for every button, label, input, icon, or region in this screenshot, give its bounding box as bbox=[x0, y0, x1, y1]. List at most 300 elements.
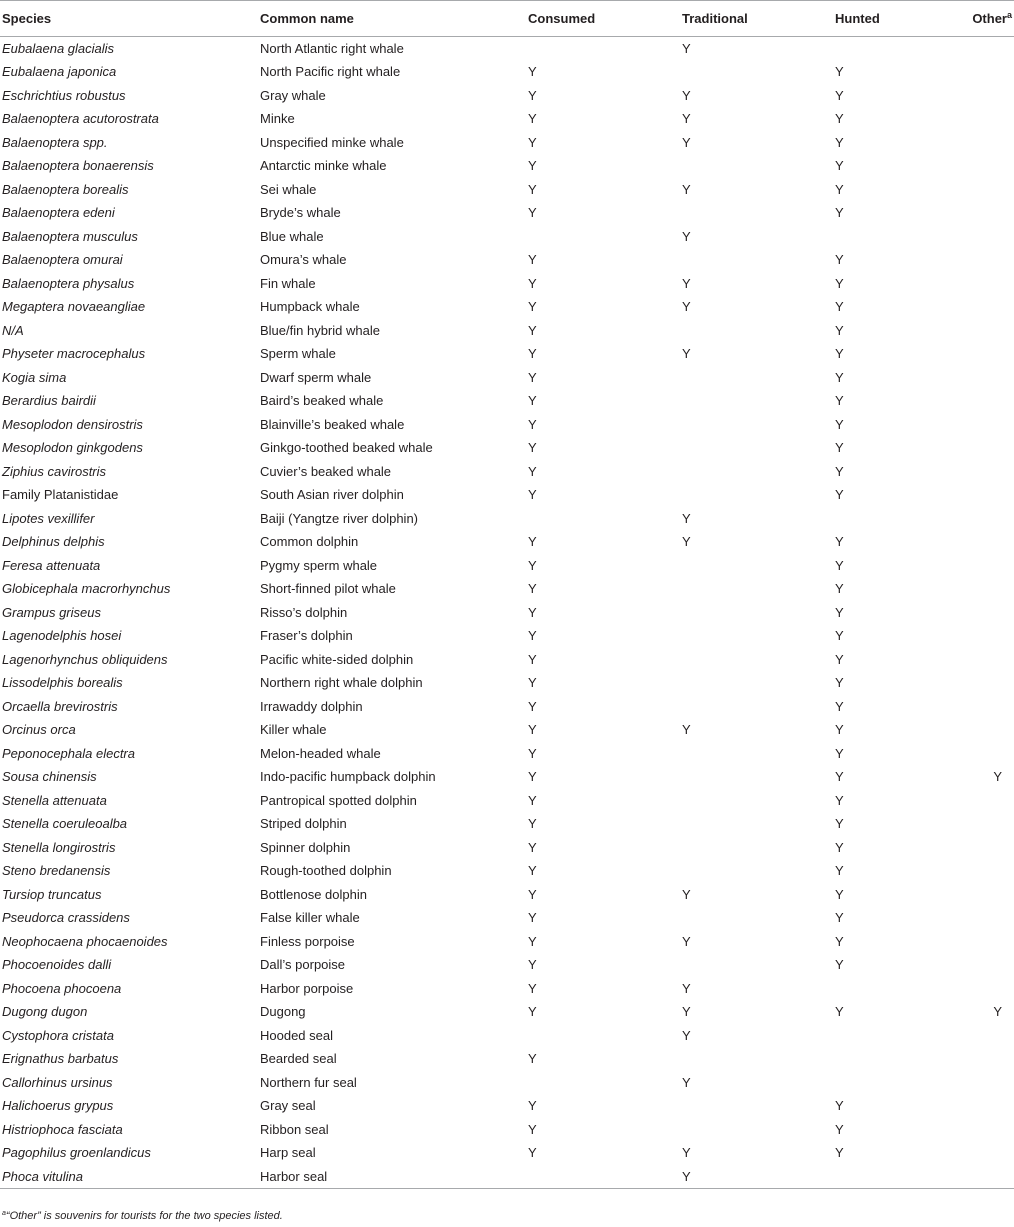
cell-traditional bbox=[682, 554, 835, 578]
cell-species: Feresa attenuata bbox=[2, 557, 101, 573]
cell-common-name: Irrawaddy dolphin bbox=[260, 698, 363, 714]
cell-consumed: Y bbox=[528, 1004, 537, 1020]
cell-common-name: Baiji (Yangtze river dolphin) bbox=[260, 510, 418, 526]
table-row bbox=[0, 154, 1014, 178]
cell-hunted: Y bbox=[835, 322, 844, 338]
cell-common-name: Dwarf sperm whale bbox=[260, 369, 372, 385]
cell-other bbox=[965, 460, 1014, 484]
cell-consumed: Y bbox=[528, 299, 537, 315]
cell-other: Y bbox=[993, 1004, 1002, 1020]
cell-species: Ziphius cavirostris bbox=[2, 463, 107, 479]
cell-species: Erignathus barbatus bbox=[2, 1051, 119, 1067]
table-row bbox=[0, 671, 1014, 695]
table-row bbox=[0, 624, 1014, 648]
cell-other bbox=[965, 883, 1014, 907]
cell-consumed: Y bbox=[528, 1051, 537, 1067]
cell-species: Orcinus orca bbox=[2, 722, 76, 738]
cell-consumed: Y bbox=[528, 393, 537, 409]
cell-common-name: Northern fur seal bbox=[260, 1074, 357, 1090]
cell-species: Sousa chinensis bbox=[2, 769, 97, 785]
cell-hunted: Y bbox=[835, 933, 844, 949]
cell-traditional: Y bbox=[682, 1027, 691, 1043]
cell-other bbox=[965, 178, 1014, 202]
cell-consumed: Y bbox=[528, 581, 537, 597]
cell-traditional bbox=[682, 460, 835, 484]
table-row bbox=[0, 37, 1014, 61]
cell-common-name: Baird’s beaked whale bbox=[260, 393, 384, 409]
cell-hunted bbox=[835, 977, 965, 1001]
cell-common-name: Risso’s dolphin bbox=[260, 604, 348, 620]
cell-other bbox=[965, 742, 1014, 766]
cell-species: Phocoenoides dalli bbox=[2, 957, 112, 973]
cell-common-name: Dugong bbox=[260, 1004, 306, 1020]
table-row bbox=[0, 718, 1014, 742]
cell-traditional bbox=[682, 319, 835, 343]
cell-species: Peponocephala electra bbox=[2, 745, 135, 761]
cell-consumed: Y bbox=[528, 628, 537, 644]
cell-other: Y bbox=[993, 769, 1002, 785]
cell-traditional bbox=[682, 906, 835, 930]
cell-common-name: Blue whale bbox=[260, 228, 324, 244]
cell-other bbox=[965, 789, 1014, 813]
cell-traditional bbox=[682, 742, 835, 766]
cell-other bbox=[965, 577, 1014, 601]
cell-consumed: Y bbox=[528, 369, 537, 385]
cell-hunted bbox=[835, 225, 965, 249]
cell-hunted: Y bbox=[835, 628, 844, 644]
header-common-name: Common name bbox=[260, 1, 528, 37]
cell-traditional: Y bbox=[682, 228, 691, 244]
table-row bbox=[0, 131, 1014, 155]
header-species: Species bbox=[0, 1, 260, 37]
cell-other bbox=[965, 624, 1014, 648]
cell-traditional bbox=[682, 695, 835, 719]
cell-hunted: Y bbox=[835, 64, 844, 80]
cell-traditional: Y bbox=[682, 111, 691, 127]
cell-common-name: Bearded seal bbox=[260, 1051, 337, 1067]
cell-consumed: Y bbox=[528, 1098, 537, 1114]
cell-other bbox=[965, 859, 1014, 883]
cell-hunted bbox=[835, 1165, 965, 1189]
cell-other bbox=[965, 977, 1014, 1001]
cell-other bbox=[965, 1024, 1014, 1048]
cell-species: Delphinus delphis bbox=[2, 534, 105, 550]
cell-consumed: Y bbox=[528, 839, 537, 855]
cell-traditional bbox=[682, 1118, 835, 1142]
cell-other bbox=[965, 37, 1014, 61]
cell-species: Balaenoptera borealis bbox=[2, 181, 129, 197]
cell-common-name: Pantropical spotted dolphin bbox=[260, 792, 417, 808]
cell-hunted bbox=[835, 1047, 965, 1071]
cell-common-name: South Asian river dolphin bbox=[260, 487, 404, 503]
cell-traditional: Y bbox=[682, 1074, 691, 1090]
table-footnote bbox=[2, 1210, 283, 1222]
cell-hunted: Y bbox=[835, 487, 844, 503]
cell-traditional bbox=[682, 601, 835, 625]
table-row bbox=[0, 1094, 1014, 1118]
cell-consumed: Y bbox=[528, 722, 537, 738]
cell-traditional bbox=[682, 812, 835, 836]
cell-hunted: Y bbox=[835, 205, 844, 221]
table-row bbox=[0, 742, 1014, 766]
cell-common-name: Omura’s whale bbox=[260, 252, 347, 268]
cell-hunted: Y bbox=[835, 816, 844, 832]
cell-hunted: Y bbox=[835, 557, 844, 573]
cell-common-name: Fin whale bbox=[260, 275, 316, 291]
cell-species: Pseudorca crassidens bbox=[2, 910, 130, 926]
cell-other bbox=[965, 272, 1014, 296]
cell-consumed: Y bbox=[528, 322, 537, 338]
cell-species: Lissodelphis borealis bbox=[2, 675, 123, 691]
cell-hunted: Y bbox=[835, 393, 844, 409]
cell-common-name: Dall’s porpoise bbox=[260, 957, 346, 973]
cell-other bbox=[965, 154, 1014, 178]
cell-common-name: Northern right whale dolphin bbox=[260, 675, 423, 691]
header-consumed: Consumed bbox=[528, 1, 682, 37]
header-hunted: Hunted bbox=[835, 1, 965, 37]
cell-hunted: Y bbox=[835, 722, 844, 738]
cell-consumed: Y bbox=[528, 134, 537, 150]
cell-consumed bbox=[528, 225, 682, 249]
cell-hunted: Y bbox=[835, 252, 844, 268]
cell-consumed: Y bbox=[528, 745, 537, 761]
cell-other bbox=[965, 530, 1014, 554]
cell-common-name: Fraser’s dolphin bbox=[260, 628, 353, 644]
cell-species: Stenella longirostris bbox=[2, 839, 116, 855]
cell-traditional bbox=[682, 483, 835, 507]
cell-consumed: Y bbox=[528, 1121, 537, 1137]
cell-species: Balaenoptera physalus bbox=[2, 275, 135, 291]
cell-hunted: Y bbox=[835, 463, 844, 479]
cell-traditional: Y bbox=[682, 41, 691, 56]
cell-other bbox=[965, 225, 1014, 249]
cell-common-name: Hooded seal bbox=[260, 1027, 333, 1043]
cell-traditional: Y bbox=[682, 510, 691, 526]
cell-hunted bbox=[835, 1024, 965, 1048]
cell-other bbox=[965, 671, 1014, 695]
cell-traditional: Y bbox=[682, 346, 691, 362]
table-row bbox=[0, 812, 1014, 836]
cell-species: Mesoplodon ginkgodens bbox=[2, 440, 143, 456]
table-row bbox=[0, 319, 1014, 343]
cell-other bbox=[965, 201, 1014, 225]
table-row bbox=[0, 906, 1014, 930]
footnote-text: “Other” is souvenirs for tourists for the two species listed. bbox=[5, 1210, 283, 1222]
cell-hunted: Y bbox=[835, 299, 844, 315]
table-row bbox=[0, 342, 1014, 366]
header-other-label: Other bbox=[972, 11, 1007, 26]
cell-hunted: Y bbox=[835, 698, 844, 714]
cell-hunted: Y bbox=[835, 1145, 844, 1161]
cell-common-name: Gray seal bbox=[260, 1098, 316, 1114]
cell-other bbox=[965, 131, 1014, 155]
cell-species: Kogia sima bbox=[2, 369, 67, 385]
cell-hunted: Y bbox=[835, 651, 844, 667]
cell-common-name: Ginkgo-toothed beaked whale bbox=[260, 440, 433, 456]
cell-species: Balaenoptera bonaerensis bbox=[2, 158, 154, 174]
cell-traditional bbox=[682, 201, 835, 225]
cell-traditional bbox=[682, 836, 835, 860]
cell-consumed bbox=[528, 1071, 682, 1095]
table-row bbox=[0, 765, 1014, 789]
cell-consumed: Y bbox=[528, 440, 537, 456]
cell-traditional bbox=[682, 248, 835, 272]
cell-common-name: Killer whale bbox=[260, 722, 327, 738]
cell-species: Phoca vitulina bbox=[0, 1165, 260, 1189]
cell-consumed: Y bbox=[528, 816, 537, 832]
cell-consumed: Y bbox=[528, 957, 537, 973]
cell-species: Balaenoptera omurai bbox=[2, 252, 123, 268]
cell-other bbox=[965, 812, 1014, 836]
cell-common-name: North Pacific right whale bbox=[260, 64, 401, 80]
cell-hunted: Y bbox=[835, 369, 844, 385]
table-row bbox=[0, 60, 1014, 84]
cell-hunted: Y bbox=[835, 792, 844, 808]
cell-species: Physeter macrocephalus bbox=[2, 346, 146, 362]
cell-hunted: Y bbox=[835, 769, 844, 785]
cell-consumed: Y bbox=[528, 111, 537, 127]
cell-traditional bbox=[682, 413, 835, 437]
cell-hunted: Y bbox=[835, 134, 844, 150]
cell-consumed: Y bbox=[528, 158, 537, 174]
table-body bbox=[0, 37, 1014, 1189]
cell-species: Lagenorhynchus obliquidens bbox=[2, 651, 168, 667]
cell-consumed: Y bbox=[528, 863, 537, 879]
cell-species: Halichoerus grypus bbox=[2, 1098, 114, 1114]
table-row bbox=[0, 530, 1014, 554]
cell-common-name: Bryde’s whale bbox=[260, 205, 341, 221]
cell-common-name: North Atlantic right whale bbox=[260, 41, 404, 56]
cell-traditional bbox=[682, 436, 835, 460]
cell-hunted: Y bbox=[835, 886, 844, 902]
cell-common-name: Sperm whale bbox=[260, 346, 336, 362]
cell-species: Neophocaena phocaenoides bbox=[2, 933, 168, 949]
cell-traditional bbox=[682, 624, 835, 648]
cell-traditional: Y bbox=[682, 87, 691, 103]
cell-other bbox=[965, 906, 1014, 930]
cell-traditional: Y bbox=[682, 933, 691, 949]
cell-species: N/A bbox=[2, 322, 24, 338]
cell-other bbox=[965, 930, 1014, 954]
table-row bbox=[0, 836, 1014, 860]
cell-hunted: Y bbox=[835, 346, 844, 362]
cell-other bbox=[965, 1165, 1014, 1189]
cell-hunted: Y bbox=[835, 675, 844, 691]
cell-common-name: False killer whale bbox=[260, 910, 360, 926]
cell-common-name: Pygmy sperm whale bbox=[260, 557, 378, 573]
cell-traditional bbox=[682, 953, 835, 977]
cell-consumed: Y bbox=[528, 252, 537, 268]
cell-common-name: Cuvier’s beaked whale bbox=[260, 463, 392, 479]
cell-hunted: Y bbox=[835, 534, 844, 550]
table-row bbox=[0, 577, 1014, 601]
cell-other bbox=[965, 718, 1014, 742]
cell-other bbox=[965, 695, 1014, 719]
cell-common-name: Minke bbox=[260, 111, 295, 127]
cell-other bbox=[965, 389, 1014, 413]
cell-other bbox=[965, 554, 1014, 578]
table-row bbox=[0, 413, 1014, 437]
cell-traditional: Y bbox=[682, 980, 691, 996]
cell-other bbox=[965, 1071, 1014, 1095]
cell-consumed: Y bbox=[528, 463, 537, 479]
table-row bbox=[0, 483, 1014, 507]
cell-traditional bbox=[682, 789, 835, 813]
cell-traditional: Y bbox=[682, 722, 691, 738]
cell-common-name: Harbor porpoise bbox=[260, 980, 354, 996]
cell-consumed: Y bbox=[528, 64, 537, 80]
cell-species: Eschrichtius robustus bbox=[2, 87, 126, 103]
cell-hunted bbox=[835, 37, 965, 61]
footnote-marker: a bbox=[2, 1210, 6, 1217]
cell-hunted bbox=[835, 507, 965, 531]
cell-species: Cystophora cristata bbox=[2, 1027, 114, 1043]
table-row bbox=[0, 460, 1014, 484]
cell-common-name: Short-finned pilot whale bbox=[260, 581, 396, 597]
cell-common-name: Rough-toothed dolphin bbox=[260, 863, 392, 879]
cell-traditional: Y bbox=[682, 1165, 835, 1189]
table-row bbox=[0, 507, 1014, 531]
cell-common-name: Humpback whale bbox=[260, 299, 360, 315]
cell-other bbox=[965, 953, 1014, 977]
cell-other bbox=[965, 1118, 1014, 1142]
cell-hunted: Y bbox=[835, 1121, 844, 1137]
cell-species: Mesoplodon densirostris bbox=[2, 416, 143, 432]
cell-species: Stenella coeruleoalba bbox=[2, 816, 128, 832]
cell-consumed bbox=[528, 1024, 682, 1048]
cell-consumed bbox=[528, 37, 682, 61]
table-header bbox=[0, 1, 1014, 37]
table-row bbox=[0, 178, 1014, 202]
table-row bbox=[0, 1000, 1014, 1024]
table-row bbox=[0, 436, 1014, 460]
cell-traditional: Y bbox=[682, 1145, 691, 1161]
cell-hunted: Y bbox=[835, 181, 844, 197]
cell-consumed: Y bbox=[528, 181, 537, 197]
cell-hunted: Y bbox=[835, 440, 844, 456]
cell-hunted: Y bbox=[835, 87, 844, 103]
table-row bbox=[0, 225, 1014, 249]
cell-common-name: Common dolphin bbox=[260, 534, 359, 550]
cell-other bbox=[965, 836, 1014, 860]
table-row bbox=[0, 107, 1014, 131]
cell-consumed: Y bbox=[528, 557, 537, 573]
cell-traditional bbox=[682, 60, 835, 84]
cell-other bbox=[965, 413, 1014, 437]
cell-hunted: Y bbox=[835, 863, 844, 879]
cell-species: Callorhinus ursinus bbox=[2, 1074, 113, 1090]
table-row bbox=[0, 1024, 1014, 1048]
cell-species: Megaptera novaeangliae bbox=[2, 299, 146, 315]
table-row bbox=[0, 1047, 1014, 1071]
cell-species: Tursiop truncatus bbox=[2, 886, 102, 902]
cell-common-name: Bottlenose dolphin bbox=[260, 886, 367, 902]
cell-consumed: Y bbox=[528, 769, 537, 785]
cell-species: Eubalaena glacialis bbox=[2, 41, 115, 56]
cell-consumed: Y bbox=[528, 675, 537, 691]
cell-species: Lipotes vexillifer bbox=[2, 510, 95, 526]
cell-species: Stenella attenuata bbox=[2, 792, 107, 808]
cell-traditional bbox=[682, 671, 835, 695]
cell-hunted: Y bbox=[835, 910, 844, 926]
cell-hunted bbox=[835, 1071, 965, 1095]
cell-species: Balaenoptera musculus bbox=[2, 228, 138, 244]
cell-other bbox=[965, 1141, 1014, 1165]
table-row bbox=[0, 648, 1014, 672]
table-row bbox=[0, 859, 1014, 883]
cell-consumed: Y bbox=[528, 792, 537, 808]
cell-common-name: Gray whale bbox=[260, 87, 326, 103]
table-row bbox=[0, 295, 1014, 319]
cell-other bbox=[965, 1094, 1014, 1118]
cell-consumed: Y bbox=[528, 980, 537, 996]
cell-species: Phocoena phocoena bbox=[2, 980, 122, 996]
cell-consumed: Y bbox=[528, 910, 537, 926]
cell-traditional: Y bbox=[682, 886, 691, 902]
cell-common-name: Harp seal bbox=[260, 1145, 316, 1161]
cell-other bbox=[965, 648, 1014, 672]
cell-consumed bbox=[528, 1165, 682, 1189]
cell-other bbox=[965, 1047, 1014, 1071]
header-row bbox=[0, 1, 1014, 37]
cell-consumed: Y bbox=[528, 487, 537, 503]
cell-consumed: Y bbox=[528, 1145, 537, 1161]
cell-traditional bbox=[682, 1094, 835, 1118]
table-row bbox=[0, 930, 1014, 954]
cell-consumed: Y bbox=[528, 651, 537, 667]
cell-common-name: Sei whale bbox=[260, 181, 317, 197]
cell-other bbox=[965, 84, 1014, 108]
header-traditional: Traditional bbox=[682, 1, 835, 37]
cell-consumed: Y bbox=[528, 416, 537, 432]
table-row bbox=[0, 977, 1014, 1001]
cell-other bbox=[965, 60, 1014, 84]
cell-species: Grampus griseus bbox=[2, 604, 101, 620]
cell-species: Eubalaena japonica bbox=[2, 64, 117, 80]
cell-traditional bbox=[682, 859, 835, 883]
table-row bbox=[0, 554, 1014, 578]
cell-species: Steno bredanensis bbox=[2, 863, 111, 879]
cell-common-name: Pacific white-sided dolphin bbox=[260, 651, 414, 667]
cell-consumed: Y bbox=[528, 604, 537, 620]
cell-consumed: Y bbox=[528, 698, 537, 714]
table-row bbox=[0, 601, 1014, 625]
cell-other bbox=[965, 319, 1014, 343]
table-row bbox=[0, 248, 1014, 272]
cell-common-name: Striped dolphin bbox=[260, 816, 347, 832]
header-other bbox=[965, 1, 1014, 37]
table-row bbox=[0, 389, 1014, 413]
cell-hunted: Y bbox=[835, 604, 844, 620]
table-row bbox=[0, 1141, 1014, 1165]
cell-traditional bbox=[682, 577, 835, 601]
cell-hunted: Y bbox=[835, 111, 844, 127]
cell-other bbox=[965, 107, 1014, 131]
cell-hunted: Y bbox=[835, 416, 844, 432]
cell-species: Histriophoca fasciata bbox=[2, 1121, 123, 1137]
cell-species: Balaenoptera spp. bbox=[2, 134, 108, 150]
cell-other bbox=[965, 342, 1014, 366]
header-other-footnote-marker: a bbox=[1006, 10, 1012, 20]
cell-consumed: Y bbox=[528, 886, 537, 902]
table-row bbox=[0, 1071, 1014, 1095]
cell-other bbox=[965, 507, 1014, 531]
cell-hunted: Y bbox=[835, 275, 844, 291]
cell-common-name: Ribbon seal bbox=[260, 1121, 329, 1137]
cell-species: Family Platanistidae bbox=[2, 487, 119, 503]
cell-traditional bbox=[682, 648, 835, 672]
cell-hunted: Y bbox=[835, 839, 844, 855]
